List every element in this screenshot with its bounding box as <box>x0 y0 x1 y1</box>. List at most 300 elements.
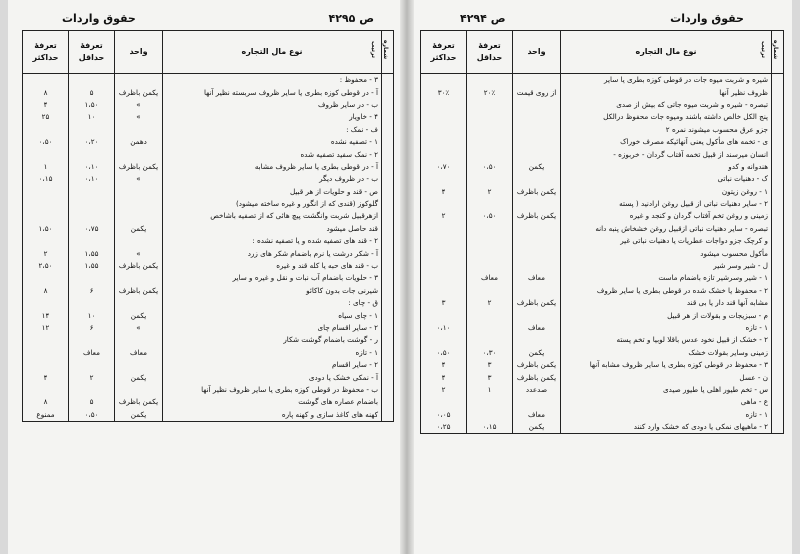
min-rate-cell <box>467 235 513 247</box>
item-cell: ن - عسل <box>561 371 772 383</box>
min-rate-cell <box>467 148 513 160</box>
unit-cell: دهمن <box>115 136 163 148</box>
max-rate-cell <box>23 347 69 359</box>
unit-cell: » <box>115 322 163 334</box>
item-cell: ۲ - ماهیهای نمکی یا دودی که خشک وارد کنند <box>561 421 772 434</box>
item-cell: زمینی و روغن تخم آفتاب گردان و کنجد و غیره <box>561 210 772 222</box>
min-rate-cell <box>467 409 513 421</box>
unit-cell <box>513 74 561 87</box>
row-number-cell <box>382 384 394 396</box>
item-cell: پنج الکل خالص داشته باشند ومیوه جات محفوظ درالکل <box>561 111 772 123</box>
min-rate-cell <box>467 223 513 235</box>
unit-cell: » <box>115 111 163 123</box>
table-row <box>421 371 784 383</box>
row-number-cell <box>382 285 394 297</box>
item-cell: آ - شکر درشت یا نرم باضمام شکر های زرد <box>163 247 382 259</box>
unit-cell <box>513 99 561 111</box>
table-row <box>23 161 394 173</box>
min-rate-cell: ۱۰ <box>69 309 115 321</box>
unit-cell: یکمن <box>513 421 561 434</box>
item-cell: شیره و شربت میوه جات در قوطی کوزه بطری یا سایر <box>561 74 772 87</box>
max-rate-cell: ۸ <box>23 86 69 98</box>
row-number-cell <box>382 124 394 136</box>
item-cell: آ - در قوطی بطری یا سایر ظروف مشابه <box>163 161 382 173</box>
min-rate-cell <box>69 334 115 346</box>
unit-cell: یکمن <box>115 223 163 235</box>
unit-cell: یکمن <box>513 161 561 173</box>
item-cell: ۲ - قند های تصفیه شده و یا تصفیه نشده : <box>163 235 382 247</box>
max-rate-cell <box>23 297 69 309</box>
left-page-number: ص ۴۲۹۵ <box>328 12 374 25</box>
table-row <box>421 223 784 235</box>
max-rate-cell: ۱ <box>23 161 69 173</box>
row-number-cell <box>772 186 784 198</box>
max-rate-cell: ۰،۵۰ <box>23 136 69 148</box>
max-rate-cell <box>421 173 467 185</box>
max-rate-cell: ۰،۲۵ <box>421 421 467 434</box>
item-cell: ب - در ظروف دیگر <box>163 173 382 185</box>
min-rate-cell <box>69 210 115 222</box>
min-rate-cell <box>69 198 115 210</box>
right-page-title: حقوق واردات <box>670 12 744 25</box>
row-number-cell <box>772 322 784 334</box>
min-rate-cell <box>467 111 513 123</box>
item-cell: ۳ - محفوظ : <box>163 74 382 87</box>
max-rate-cell <box>421 198 467 210</box>
unit-cell <box>115 198 163 210</box>
item-cell: قند حاصل میشود <box>163 223 382 235</box>
unit-cell <box>115 334 163 346</box>
unit-cell: یکمن باظرف <box>115 285 163 297</box>
right-tariff-table <box>420 30 784 434</box>
max-rate-cell: ۴ <box>421 186 467 198</box>
right-page <box>420 8 784 548</box>
item-cell: ۲ - سایر دهنیات نباتی از قبیل روغن ارادنید ( پسته <box>561 198 772 210</box>
row-number-cell <box>382 396 394 408</box>
min-rate-cell: ۲ <box>467 186 513 198</box>
table-row <box>421 297 784 309</box>
unit-cell <box>513 111 561 123</box>
item-cell: ل - شیر وسر شیر <box>561 260 772 272</box>
row-number-cell <box>772 111 784 123</box>
row-number-cell <box>382 359 394 371</box>
row-number-cell <box>382 272 394 284</box>
max-rate-cell: ۰،۷۰ <box>421 161 467 173</box>
table-row <box>23 396 394 408</box>
max-rate-cell <box>23 124 69 136</box>
max-rate-cell: ۰،۱۵ <box>23 173 69 185</box>
unit-cell: صدعدد <box>513 384 561 396</box>
min-rate-cell <box>467 309 513 321</box>
row-number-cell <box>382 99 394 111</box>
item-cell: هندوانه و کدو <box>561 161 772 173</box>
left-page-title: حقوق واردات <box>62 12 136 25</box>
table-row <box>23 247 394 259</box>
table-row <box>421 322 784 334</box>
left-page-header <box>22 10 394 28</box>
row-number-cell <box>382 247 394 259</box>
item-cell: شیرنی جات بدون کاکائو <box>163 285 382 297</box>
table-row <box>23 285 394 297</box>
row-number-cell <box>382 235 394 247</box>
left-page <box>22 8 394 548</box>
row-number-cell <box>772 210 784 222</box>
min-rate-cell <box>69 384 115 396</box>
min-rate-cell: ۰،۷۵ <box>69 223 115 235</box>
min-rate-cell <box>467 198 513 210</box>
unit-cell: یکمن باظرف <box>115 86 163 98</box>
min-rate-cell: ۱ <box>467 384 513 396</box>
unit-cell <box>513 235 561 247</box>
table-row <box>421 210 784 222</box>
row-number-cell <box>382 148 394 160</box>
min-rate-cell: ۰،۱۰ <box>69 161 115 173</box>
item-cell: انسان میرسند از قبیل تخمه آفتاب گردان - خربوزه - <box>561 148 772 160</box>
table-row <box>421 421 784 434</box>
min-rate-cell <box>467 124 513 136</box>
item-cell: ۱ - چای سیاه <box>163 309 382 321</box>
max-rate-cell: ۰،۰۵ <box>421 409 467 421</box>
item-cell: ع - ماهی <box>561 396 772 408</box>
max-rate-cell <box>421 235 467 247</box>
row-number-cell <box>382 86 394 98</box>
max-rate-cell: ۰،۵۰ <box>421 347 467 359</box>
item-cell: ی - تخمه های مأکول یعنی آنهائیکه مصرف خوراک <box>561 136 772 148</box>
item-cell: ازهرقبیل شربت وانگشت پیچ هائی که از تصفیه باشاخص <box>163 210 382 222</box>
min-rate-cell: ۶ <box>69 322 115 334</box>
min-rate-cell: معاف <box>69 347 115 359</box>
unit-cell <box>115 359 163 371</box>
table-row <box>23 124 394 136</box>
book-spine <box>400 0 414 554</box>
max-rate-cell <box>421 396 467 408</box>
unit-cell: یکمن باظرف <box>513 297 561 309</box>
min-rate-cell <box>69 148 115 160</box>
col-min-header: تعرفهٔ حداقل <box>467 31 513 74</box>
col-no-header: شماره ترتیب <box>382 31 394 74</box>
unit-cell: یکمن <box>115 309 163 321</box>
max-rate-cell <box>421 136 467 148</box>
table-row <box>23 99 394 111</box>
min-rate-cell: معاف <box>467 272 513 284</box>
unit-cell: معاف <box>513 272 561 284</box>
unit-cell <box>115 186 163 198</box>
max-rate-cell <box>23 148 69 160</box>
item-cell: ۱ - روغن زیتون <box>561 186 772 198</box>
max-rate-cell <box>421 111 467 123</box>
unit-cell: یکمن باظرف <box>513 371 561 383</box>
min-rate-cell: ۰،۱۵ <box>467 421 513 434</box>
unit-cell <box>513 173 561 185</box>
table-row <box>421 272 784 284</box>
table-row <box>421 347 784 359</box>
unit-cell <box>513 309 561 321</box>
unit-cell <box>513 334 561 346</box>
item-cell: آ - نمکی خشک یا دودی <box>163 371 382 383</box>
col-unit-header: واحد <box>115 31 163 74</box>
item-cell: ک - دهنیات نباتی <box>561 173 772 185</box>
unit-cell <box>115 148 163 160</box>
unit-cell: معاف <box>115 347 163 359</box>
min-rate-cell <box>69 359 115 371</box>
item-cell: ۴ - خاویار <box>163 111 382 123</box>
item-cell: ص - قند و حلویات از هر قبیل <box>163 186 382 198</box>
row-number-cell <box>382 186 394 198</box>
unit-cell <box>115 235 163 247</box>
row-number-cell <box>772 309 784 321</box>
unit-cell: یکمن <box>513 347 561 359</box>
table-row <box>23 347 394 359</box>
item-cell: زمینی وسایر بقولات خشک <box>561 347 772 359</box>
max-rate-cell <box>421 99 467 111</box>
table-row <box>421 235 784 247</box>
table-row <box>421 198 784 210</box>
item-cell: ب - در سایر ظروف <box>163 99 382 111</box>
item-cell: ۲ - خشک از قبیل نخود عدس باقلا لوبیا و تخم پسته <box>561 334 772 346</box>
max-rate-cell: ۴ <box>421 359 467 371</box>
table-row <box>23 186 394 198</box>
max-rate-cell <box>421 148 467 160</box>
item-cell: م - سبزیجات و بقولات از هر قبیل <box>561 309 772 321</box>
row-number-cell <box>772 409 784 421</box>
table-row <box>421 99 784 111</box>
row-number-cell <box>772 74 784 87</box>
unit-cell: » <box>115 247 163 259</box>
item-cell: و کرچک جزو دواجات عطریات یا دهنیات نباتی غیر <box>561 235 772 247</box>
min-rate-cell: ۱،۵۰ <box>69 99 115 111</box>
right-page-number: ص ۴۲۹۴ <box>460 12 506 25</box>
item-cell: ب - قند های حبه یا کله قند و غیره <box>163 260 382 272</box>
row-number-cell <box>772 347 784 359</box>
unit-cell <box>513 260 561 272</box>
row-number-cell <box>772 86 784 98</box>
unit-cell <box>115 272 163 284</box>
item-cell: جزو عرق محسوب میشوند نمره ۲ <box>561 124 772 136</box>
row-number-cell <box>382 74 394 87</box>
table-row <box>23 309 394 321</box>
min-rate-cell <box>467 247 513 259</box>
min-rate-cell: ۰،۱۰ <box>69 173 115 185</box>
table-row <box>23 136 394 148</box>
item-cell: ۲ - سایر اقسام چای <box>163 322 382 334</box>
min-rate-cell <box>69 186 115 198</box>
item-cell: ۲ - محفوظ یا خشک شده در قوطی بطری یا سایر ظروف <box>561 285 772 297</box>
max-rate-cell <box>23 235 69 247</box>
book-scan <box>8 0 792 554</box>
item-cell: ب - محفوظ در قوطی کوزه بطری یا سایر ظروف نظیر آنها <box>163 384 382 396</box>
min-rate-cell: ۰،۵۰ <box>467 161 513 173</box>
table-row <box>23 322 394 334</box>
max-rate-cell <box>421 260 467 272</box>
min-rate-cell: ۰،۵۰ <box>69 409 115 422</box>
unit-cell <box>115 384 163 396</box>
right-page-header <box>420 10 784 28</box>
item-cell: مأکول محسوب میشود <box>561 247 772 259</box>
row-number-cell <box>382 409 394 422</box>
unit-cell <box>115 74 163 87</box>
unit-cell: معاف <box>513 322 561 334</box>
min-rate-cell <box>69 235 115 247</box>
row-number-cell <box>772 99 784 111</box>
unit-cell: » <box>115 99 163 111</box>
row-number-cell <box>772 396 784 408</box>
table-row <box>23 359 394 371</box>
item-cell: ۳ - محفوظ در قوطی کوزه بطری یا سایر ظروف مشابه آنها <box>561 359 772 371</box>
min-rate-cell <box>467 99 513 111</box>
item-cell: آ - در قوطی کوزه بطری یا سایر ظروف سربسته نظیر آنها <box>163 86 382 98</box>
min-rate-cell: ۵ <box>69 86 115 98</box>
table-row <box>23 235 394 247</box>
min-rate-cell: ۵ <box>69 396 115 408</box>
col-min-header: تعرفهٔ حداقل <box>69 31 115 74</box>
col-no-header: شماره ترتیب <box>772 31 784 74</box>
min-rate-cell: ۲ <box>69 371 115 383</box>
row-number-cell <box>772 371 784 383</box>
row-number-cell <box>772 421 784 434</box>
max-rate-cell <box>421 285 467 297</box>
unit-cell: یکمن <box>115 409 163 422</box>
table-row <box>23 384 394 396</box>
table-row <box>23 223 394 235</box>
row-number-cell <box>772 124 784 136</box>
max-rate-cell: ۲ <box>421 384 467 396</box>
row-number-cell <box>772 247 784 259</box>
row-number-cell <box>772 173 784 185</box>
max-rate-cell: ۴ <box>421 371 467 383</box>
min-rate-cell <box>467 136 513 148</box>
row-number-cell <box>772 148 784 160</box>
row-number-cell <box>772 272 784 284</box>
item-cell: ر - گوشت باضمام گوشت شکار <box>163 334 382 346</box>
item-cell: ۱ - شیر وسرشیر تازه باضمام ماست <box>561 272 772 284</box>
item-cell: ۳ - حلویات باضمام آب نبات و نقل و غیره و سایر <box>163 272 382 284</box>
col-max-header: تعرفهٔ حداکثر <box>421 31 467 74</box>
unit-cell: یکمن باظرف <box>115 396 163 408</box>
item-cell: ۱ - تازه <box>561 409 772 421</box>
min-rate-cell <box>467 322 513 334</box>
row-number-cell <box>382 136 394 148</box>
unit-cell <box>513 285 561 297</box>
unit-cell: یکمن باظرف <box>115 161 163 173</box>
min-rate-cell <box>467 396 513 408</box>
table-row <box>23 260 394 272</box>
table-row <box>421 384 784 396</box>
table-row <box>421 74 784 87</box>
row-number-cell <box>772 136 784 148</box>
table-row <box>23 210 394 222</box>
row-number-cell <box>772 359 784 371</box>
item-cell: مشابه آنها قند دار یا بی قند <box>561 297 772 309</box>
max-rate-cell: ۲ <box>23 247 69 259</box>
table-row <box>421 86 784 98</box>
row-number-cell <box>382 309 394 321</box>
table-row <box>23 198 394 210</box>
unit-cell <box>115 297 163 309</box>
max-rate-cell: ۴ <box>23 99 69 111</box>
max-rate-cell: ۳ <box>421 297 467 309</box>
col-unit-header: واحد <box>513 31 561 74</box>
table-row <box>23 272 394 284</box>
table-row <box>421 334 784 346</box>
min-rate-cell: ۳ <box>467 371 513 383</box>
table-row <box>421 124 784 136</box>
min-rate-cell <box>69 272 115 284</box>
item-cell: گلوکوز (قندی که از انگور و غیره ساخته میشود) <box>163 198 382 210</box>
row-number-cell <box>772 198 784 210</box>
min-rate-cell: ۲ <box>467 297 513 309</box>
table-row <box>421 173 784 185</box>
row-number-cell <box>772 260 784 272</box>
table-row <box>421 409 784 421</box>
max-rate-cell <box>23 74 69 87</box>
unit-cell <box>513 124 561 136</box>
unit-cell <box>513 198 561 210</box>
unit-cell: یکمن باظرف <box>513 210 561 222</box>
unit-cell: » <box>115 173 163 185</box>
max-rate-cell: ۲۵ <box>23 111 69 123</box>
row-number-cell <box>772 297 784 309</box>
table-row <box>421 148 784 160</box>
table-row <box>23 148 394 160</box>
row-number-cell <box>382 260 394 272</box>
table-row <box>421 285 784 297</box>
max-rate-cell <box>23 210 69 222</box>
item-cell: س - تخم طیور اهلی یا طیور صیدی <box>561 384 772 396</box>
unit-cell <box>513 247 561 259</box>
table-row <box>23 297 394 309</box>
min-rate-cell <box>69 74 115 87</box>
unit-cell <box>115 124 163 136</box>
unit-cell <box>115 210 163 222</box>
min-rate-cell: ۰،۵۰ <box>467 210 513 222</box>
min-rate-cell: ۳ <box>467 359 513 371</box>
item-cell: ق - چای : <box>163 297 382 309</box>
max-rate-cell: ۱۴ <box>23 309 69 321</box>
table-row <box>421 111 784 123</box>
item-cell: ۱ - تازه <box>163 347 382 359</box>
row-number-cell <box>382 297 394 309</box>
row-number-cell <box>772 334 784 346</box>
table-row <box>23 173 394 185</box>
max-rate-cell <box>421 309 467 321</box>
table-row <box>421 359 784 371</box>
min-rate-cell <box>467 74 513 87</box>
table-row <box>421 260 784 272</box>
max-rate-cell: ۳۰٪ <box>421 86 467 98</box>
min-rate-cell: ۱،۵۵ <box>69 247 115 259</box>
max-rate-cell <box>421 334 467 346</box>
left-tariff-table <box>22 30 394 422</box>
row-number-cell <box>772 285 784 297</box>
max-rate-cell <box>421 223 467 235</box>
item-cell: ۱ - تصفیه نشده <box>163 136 382 148</box>
max-rate-cell <box>23 186 69 198</box>
item-cell: تبصره - سایر دهنیات نباتی ازقبیل روغن خشخاش پنبه دانه <box>561 223 772 235</box>
max-rate-cell: ممنوع <box>23 409 69 422</box>
row-number-cell <box>382 334 394 346</box>
table-row <box>421 161 784 173</box>
left-table-header-row <box>23 31 394 74</box>
item-cell: کهنه های کاغذ سازی و کهنه پاره <box>163 409 382 422</box>
min-rate-cell: ۰،۳۰ <box>467 347 513 359</box>
row-number-cell <box>382 198 394 210</box>
row-number-cell <box>382 210 394 222</box>
row-number-cell <box>382 347 394 359</box>
min-rate-cell <box>467 334 513 346</box>
row-number-cell <box>382 371 394 383</box>
row-number-cell <box>382 161 394 173</box>
max-rate-cell <box>23 384 69 396</box>
